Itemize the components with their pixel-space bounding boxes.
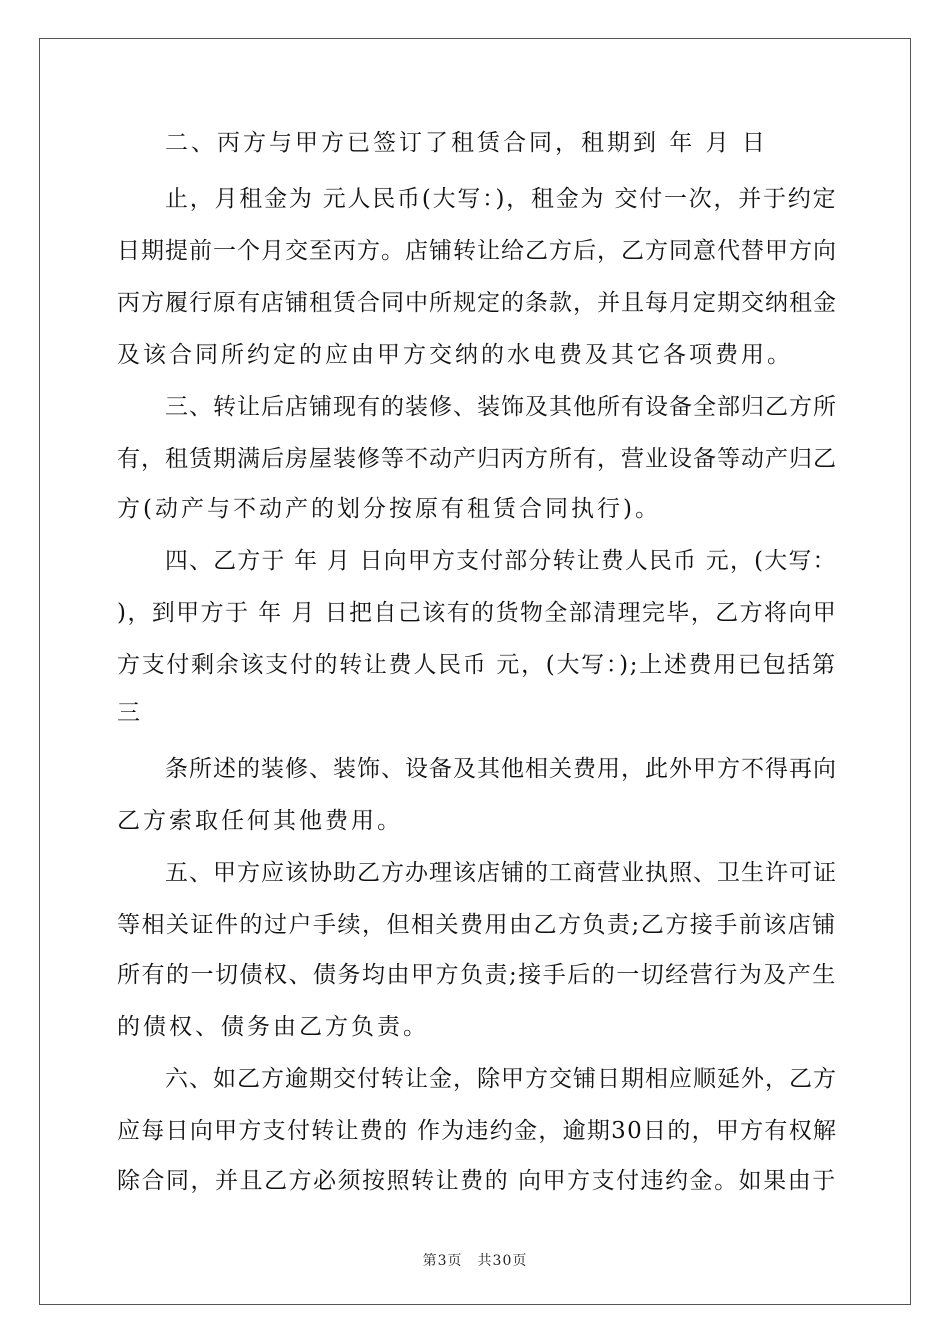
text-line: 除合同，并且乙方必须按照转让费的 向甲方支付违约金。如果由于	[117, 1168, 837, 1194]
text-line: 四、乙方于 年 月 日向甲方支付部分转让费人民币 元，(大写：	[165, 548, 837, 574]
text-line: 有，租赁期满后房屋装修等不动产归丙方所有，营业设备等动产归乙	[117, 446, 837, 472]
text-line: 止，月租金为 元人民币(大写：)，租金为 交付一次，并于约定	[165, 186, 838, 212]
text-line: 二、丙方与甲方已签订了租赁合同，租期到 年 月 日	[165, 130, 768, 156]
text-line: 条所述的装修、装饰、设备及其他相关费用，此外甲方不得再向	[165, 756, 837, 782]
text-line: 方(动产与不动产的划分按原有租赁合同执行)。	[117, 496, 661, 522]
text-line: 所有的一切债权、债务均由甲方负责;接手后的一切经营行为及产生	[117, 962, 837, 988]
text-line: 等相关证件的过户手续，但相关费用由乙方负责;乙方接手前该店铺	[117, 912, 837, 938]
text-line: 三、转让后店铺现有的装修、装饰及其他所有设备全部归乙方所	[165, 394, 837, 420]
text-line: 及该合同所约定的应由甲方交纳的水电费及其它各项费用。	[117, 342, 793, 368]
text-line: 六、如乙方逾期交付转让金，除甲方交铺日期相应顺延外，乙方	[165, 1066, 837, 1092]
text-line: 应每日向甲方支付转让费的 作为违约金，逾期30日的，甲方有权解	[117, 1118, 838, 1144]
text-line: 丙方履行原有店铺租赁合同中所规定的条款，并且每月定期交纳租金	[117, 290, 837, 316]
text-line: 五、甲方应该协助乙方办理该店铺的工商营业执照、卫生许可证	[165, 860, 837, 886]
text-line: 三	[117, 700, 143, 726]
text-line: )，到甲方于 年 月 日把自己该有的货物全部清理完毕，乙方将向甲	[117, 600, 838, 626]
page-number: 第3页 共30页	[422, 1253, 528, 1269]
text-line: 的债权、债务由乙方负责。	[117, 1014, 429, 1040]
text-line: 方支付剩余该支付的转让费人民币 元，(大写：);上述费用已包括第	[117, 652, 837, 678]
text-line: 乙方索取任何其他费用。	[117, 808, 403, 834]
text-line: 日期提前一个月交至丙方。店铺转让给乙方后，乙方同意代替甲方向	[117, 238, 837, 264]
